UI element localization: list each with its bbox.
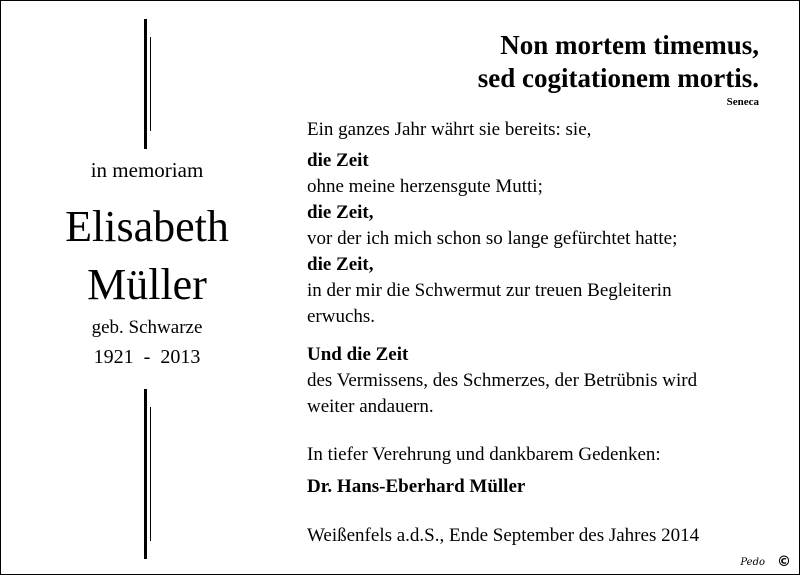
stanza4-text-line2: weiter andauern. (307, 396, 434, 417)
quote-author: Seneca (726, 96, 759, 108)
place-date: Weißenfels a.d.S., Ende September des Jahres 2014 (307, 525, 700, 546)
stanza1-heading: die Zeit (307, 150, 369, 171)
stanza3-heading: die Zeit, (307, 254, 374, 275)
stanza3-text-line2: erwuchs. (307, 306, 376, 327)
birth-name: geb. Schwarze (91, 317, 203, 338)
body-intro: Ein ganzes Jahr währt sie bereits: sie, (307, 119, 592, 140)
quote-line-1: Non mortem timemus, (500, 30, 759, 60)
quote-line-2: sed cogitationem mortis. (477, 63, 759, 93)
divider-line-top-thick (144, 19, 147, 149)
stanza3-text-line1: in der mir die Schwermut zur treuen Begleiterin (307, 280, 672, 301)
signatory: Dr. Hans-Eberhard Müller (307, 476, 526, 497)
dedication: In tiefer Verehrung und dankbarem Gedenken: (307, 444, 661, 465)
stanza4-text-line1: des Vermissens, des Schmerzes, der Betrübnis wird (307, 370, 698, 391)
divider-line-bottom-thin (150, 407, 151, 541)
deceased-last-name: Müller (87, 260, 207, 309)
quote (478, 29, 759, 95)
copyright-icon: © (777, 554, 791, 570)
stanza4-heading: Und die Zeit (307, 344, 409, 365)
designer-signature: Pedo (740, 557, 765, 568)
divider-line-top-thin (150, 37, 151, 131)
stanza2-heading: die Zeit, (307, 202, 374, 223)
deceased-first-name: Elisabeth (65, 202, 229, 251)
in-memoriam-label: in memoriam (90, 158, 204, 182)
stanza1-text: ohne meine herzensgute Mutti; (307, 176, 543, 197)
life-years: 1921 - 2013 (93, 346, 201, 368)
stanza2-text: vor der ich mich schon so lange gefürchtet hatte; (307, 228, 678, 249)
divider-line-bottom-thick (144, 389, 147, 559)
